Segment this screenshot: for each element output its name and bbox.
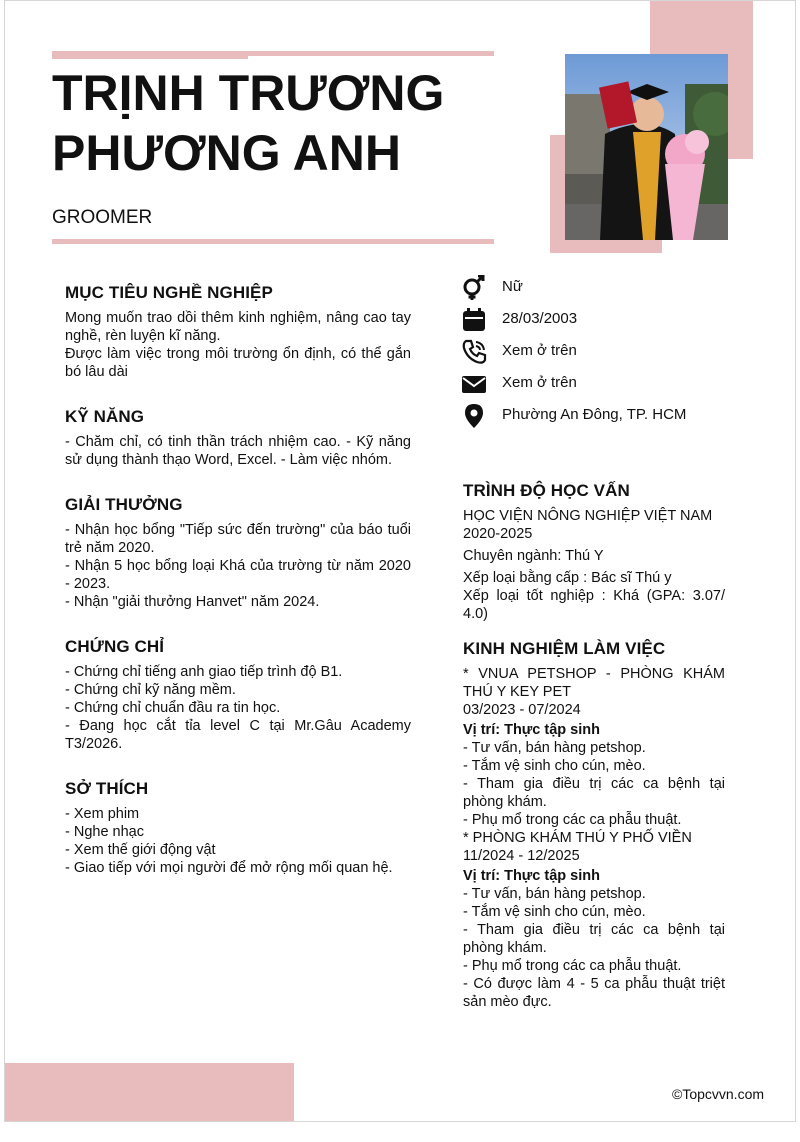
certificates-section xyxy=(65,637,411,753)
job1-task: - Phụ mổ trong các ca phẫu thuật. xyxy=(463,812,682,828)
education-major: Chuyên ngành: Thú Y xyxy=(463,548,604,564)
skills-title: KỸ NĂNG xyxy=(65,407,145,426)
job2-task: - Phụ mổ trong các ca phẫu thuật. xyxy=(463,958,682,974)
job2-period: 11/2024 - 12/2025 xyxy=(463,848,580,864)
award-line: - Nhận "giải thưởng Hanvet" năm 2024. xyxy=(65,594,320,610)
job1-task: - Tham gia điều trị các ca bệnh tại phòng khám. xyxy=(463,776,725,810)
name-line-2: PHƯƠNG ANH xyxy=(52,125,401,181)
job2-company: * PHÒNG KHÁM THÚ Y PHỐ VIỀN xyxy=(463,830,692,846)
objective-line: Mong muốn trao dồi thêm kinh nghiệm, nâng cao tay nghề, rèn luyện kĩ năng. xyxy=(65,310,411,344)
contact-address xyxy=(461,403,761,435)
education-graduation-rank: Xếp loại tốt nghiệp : Khá (GPA: 3.07/ 4.0) xyxy=(463,588,725,622)
hobbies-section xyxy=(65,779,411,877)
address-text: Phường An Đông, TP. HCM xyxy=(502,406,687,423)
award-line: - Nhận 5 học bổng loại Khá của trường từ năm 2020 - 2023. xyxy=(65,558,411,592)
objective-line: Được làm việc trong môi trường ổn định, có thể gắn bó lâu dài xyxy=(65,346,411,380)
job2-task: - Tắm vệ sinh cho cún, mèo. xyxy=(463,904,646,920)
contact-birthday xyxy=(461,307,761,339)
gender-icon xyxy=(461,275,487,301)
email-icon xyxy=(461,371,487,397)
certificate-line: - Đang học cắt tỉa level C tại Mr.Gâu Academy T3/2026. xyxy=(65,718,411,752)
contact-email xyxy=(461,371,761,403)
education-section xyxy=(463,481,725,623)
header-bottom-line xyxy=(52,239,494,244)
job2-task: - Tư vấn, bán hàng petshop. xyxy=(463,886,646,902)
calendar-icon xyxy=(461,307,487,333)
candidate-name xyxy=(52,63,492,183)
phone-icon xyxy=(461,339,487,365)
right-column xyxy=(463,481,725,1027)
experience-title: KINH NGHIỆM LÀM VIỆC xyxy=(463,639,666,658)
certificates-title: CHỨNG CHỈ xyxy=(65,637,165,656)
gender-text: Nữ xyxy=(502,278,523,295)
location-pin-icon xyxy=(461,403,487,429)
header-accent-bar xyxy=(52,51,248,59)
skills-section xyxy=(65,407,411,469)
job1-company: * VNUA PETSHOP - PHÒNG KHÁM THÚ Y KEY PET xyxy=(463,666,725,700)
name-line-1: TRỊNH TRƯƠNG xyxy=(52,65,445,121)
job2-task: - Có được làm 4 - 5 ca phẫu thuật triệt sản mèo đực. xyxy=(463,976,725,1010)
job1-position: Vị trí: Thực tập sinh xyxy=(463,722,600,738)
contact-gender xyxy=(461,275,761,307)
copyright-footer[interactable]: ©Topcvvn.com xyxy=(672,1086,765,1102)
education-degree-rank: Xếp loại bằng cấp : Bác sĩ Thú y xyxy=(463,570,672,586)
birthday-text: 28/03/2003 xyxy=(502,310,578,327)
left-column xyxy=(65,283,411,893)
job2-task: - Tham gia điều trị các ca bệnh tại phòng khám. xyxy=(463,922,725,956)
job-title: GROOMER xyxy=(52,207,153,228)
certificate-line: - Chứng chỉ kỹ năng mềm. xyxy=(65,682,236,698)
job1-period: 03/2023 - 07/2024 xyxy=(463,702,581,718)
objective-section xyxy=(65,283,411,381)
footer-accent-block xyxy=(5,1063,294,1122)
education-years: 2020-2025 xyxy=(463,526,533,542)
awards-title: GIẢI THƯỞNG xyxy=(65,495,183,514)
hobby-line: - Giao tiếp với mọi người để mở rộng mối quan hệ. xyxy=(65,860,393,876)
hobbies-title: SỞ THÍCH xyxy=(65,779,149,798)
job2-position: Vị trí: Thực tập sinh xyxy=(463,868,600,884)
email-text: Xem ở trên xyxy=(502,374,577,391)
education-school: HỌC VIỆN NÔNG NGHIỆP VIỆT NAM xyxy=(463,508,713,524)
contact-info xyxy=(461,275,761,435)
education-title: TRÌNH ĐỘ HỌC VẤN xyxy=(463,481,630,500)
job1-task: - Tư vấn, bán hàng petshop. xyxy=(463,740,646,756)
experience-section xyxy=(463,639,725,1011)
profile-photo xyxy=(565,54,728,240)
header-accent-line xyxy=(248,51,494,56)
cv-page xyxy=(4,0,796,1122)
certificate-line: - Chứng chỉ tiếng anh giao tiếp trình độ B1. xyxy=(65,664,343,680)
job1-task: - Tắm vệ sinh cho cún, mèo. xyxy=(463,758,646,774)
skills-line: - Chăm chỉ, có tinh thần trách nhiệm cao. - Kỹ năng sử dụng thành thạo Word, Excel. - Làm việc nhóm. xyxy=(65,434,411,468)
objective-title: MỤC TIÊU NGHỀ NGHIỆP xyxy=(65,283,273,302)
hobby-line: - Nghe nhạc xyxy=(65,824,144,840)
contact-phone xyxy=(461,339,761,371)
certificate-line: - Chứng chỉ chuẩn đầu ra tin học. xyxy=(65,700,281,716)
graduate-photo-illustration xyxy=(565,54,728,240)
hobby-line: - Xem thế giới động vật xyxy=(65,842,216,858)
hobby-line: - Xem phim xyxy=(65,806,140,822)
awards-section xyxy=(65,495,411,611)
award-line: - Nhận học bổng "Tiếp sức đến trường" của báo tuổi trẻ năm 2020. xyxy=(65,522,411,556)
phone-text: Xem ở trên xyxy=(502,342,577,359)
